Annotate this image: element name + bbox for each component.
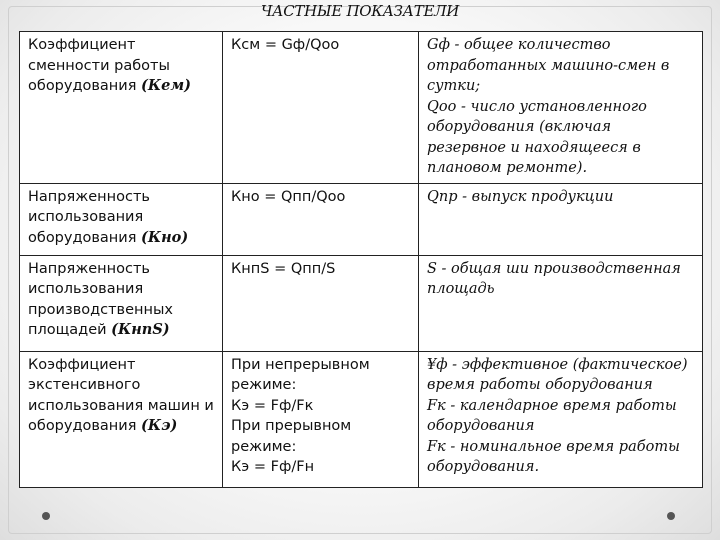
formula-cell xyxy=(223,183,419,255)
formula-cell xyxy=(223,351,419,487)
description-line: Gф - общее количество отработанных машино-смен в сутки; xyxy=(427,37,670,94)
indicator-name: Напряженность использования оборудования xyxy=(28,188,150,246)
indicator-abbr: (Кэ) xyxy=(141,417,178,434)
formula-line: Кэ = Fф/Fн xyxy=(231,459,315,475)
description-cell xyxy=(419,351,703,487)
indicator-name-cell xyxy=(20,351,223,487)
formula-line: При прерывном режиме: xyxy=(231,418,352,455)
description-line: S - общая ши производственная площадь xyxy=(427,260,681,297)
slide-title: ЧАСТНЫЕ ПОКАЗАТЕЛИ xyxy=(260,2,460,20)
description-cell xyxy=(419,32,703,184)
table-row xyxy=(20,351,703,487)
decorative-dot xyxy=(42,512,50,520)
indicator-abbr: (Кно) xyxy=(141,228,189,246)
description-cell xyxy=(419,255,703,351)
indicator-name-cell xyxy=(20,255,223,351)
indicator-abbr: (Кем) xyxy=(141,77,191,94)
description-line: Qоо - число установленного оборудования (включая резервное и находящееся в плановом ремонте). xyxy=(427,98,647,176)
indicator-name: Напряженность использования производственных площадей xyxy=(28,260,174,338)
formula-cell xyxy=(223,255,419,351)
indicator-abbr: (КнпS) xyxy=(111,321,170,338)
decorative-dot xyxy=(667,512,675,520)
table-row xyxy=(20,255,703,351)
formula-line: Кно = Qпп/Qоо xyxy=(231,188,346,205)
description-line: Fк - номинальное время работы оборудования. xyxy=(427,438,680,475)
table-row xyxy=(20,32,703,184)
formula-cell xyxy=(223,32,419,184)
description-line: Qпр - выпуск продукции xyxy=(427,188,614,205)
description-line: Fк - календарное время работы оборудования xyxy=(427,397,677,434)
description-cell xyxy=(419,183,703,255)
formula-line: КнпS = Qпп/S xyxy=(231,260,336,277)
indicators-table xyxy=(19,31,703,488)
indicator-name: Коэффициент сменности работы оборудования xyxy=(28,37,170,94)
formula-line: Ксм = Gф/Qoo xyxy=(231,37,340,53)
formula-line: При непрерывном режиме: xyxy=(231,356,370,393)
table-row xyxy=(20,183,703,255)
indicator-name: Коэффициент экстенсивного использования машин и оборудования xyxy=(28,356,214,434)
description-line: ¥ф - эффективное (фактическое) время работы оборудования xyxy=(427,356,688,393)
formula-line: Кэ = Fф/Fк xyxy=(231,397,314,414)
indicator-name-cell xyxy=(20,32,223,184)
indicator-name-cell xyxy=(20,183,223,255)
